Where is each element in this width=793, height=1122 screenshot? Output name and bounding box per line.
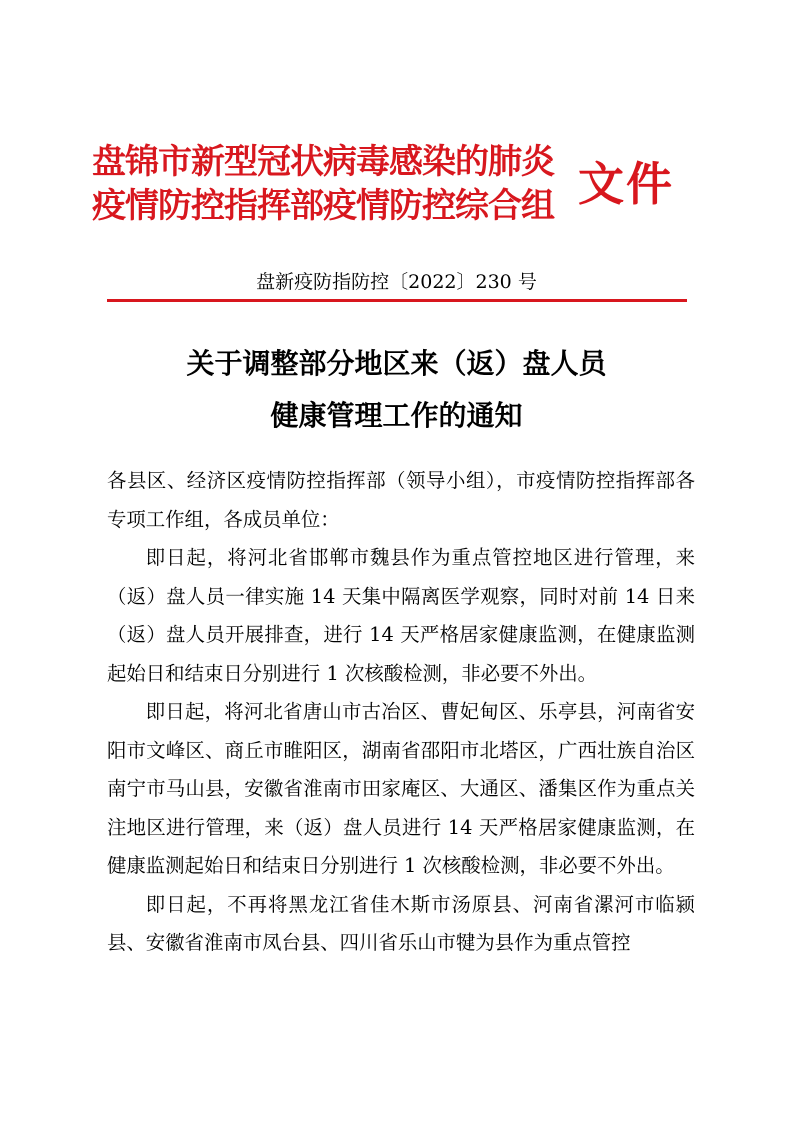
issuer-line-2: 疫情防控指挥部疫情防控综合组 (92, 186, 554, 226)
addressee: 各县区、经济区疫情防控指挥部（领导小组），市疫情防控指挥部各专项工作组，各成员单位： (107, 469, 695, 531)
notice-title (0, 338, 793, 442)
document-number: 盘新疫防指防控〔2022〕230 号 (256, 271, 537, 293)
document-body (107, 462, 695, 963)
body-paragraph-1: 即日起，将河北省邯郸市魏县作为重点管控地区进行管理，来（返）盘人员一律实施 14 天集中隔离医学观察，同时对前 14 日来（返）盘人员开展排查，进行 14 天严格居家健康监测，在健康监测起始日和结束日分别进行 1 次核酸检测，非必要不外出。 (107, 546, 695, 685)
notice-title-line-1: 关于调整部分地区来（返）盘人员 (186, 347, 607, 380)
notice-title-line-2: 健康管理工作的通知 (270, 399, 523, 432)
issuer-name (92, 140, 572, 228)
body-paragraph-2: 即日起，将河北省唐山市古冶区、曹妃甸区、乐亭县，河南省安阳市文峰区、商丘市睢阳区，湖南省邵阳市北塔区，广西壮族自治区南宁市马山县，安徽省淮南市田家庵区、大通区、潘集区作为重点关注地区进行管理，来（返）盘人员进行 14 天严格居家健康监测，在健康监测起始日和结束日分别进行 1 次核酸检测，非必要不外出。 (107, 700, 695, 877)
issuer-line-1: 盘锦市新型冠状病毒感染的肺炎 (92, 142, 554, 182)
document-label: 文件 (578, 157, 674, 211)
red-divider-line (107, 299, 687, 302)
body-paragraph-3: 即日起，不再将黑龙江省佳木斯市汤原县、河南省漯河市临颍县、安徽省淮南市凤台县、四川省乐山市犍为县作为重点管控 (107, 892, 695, 954)
